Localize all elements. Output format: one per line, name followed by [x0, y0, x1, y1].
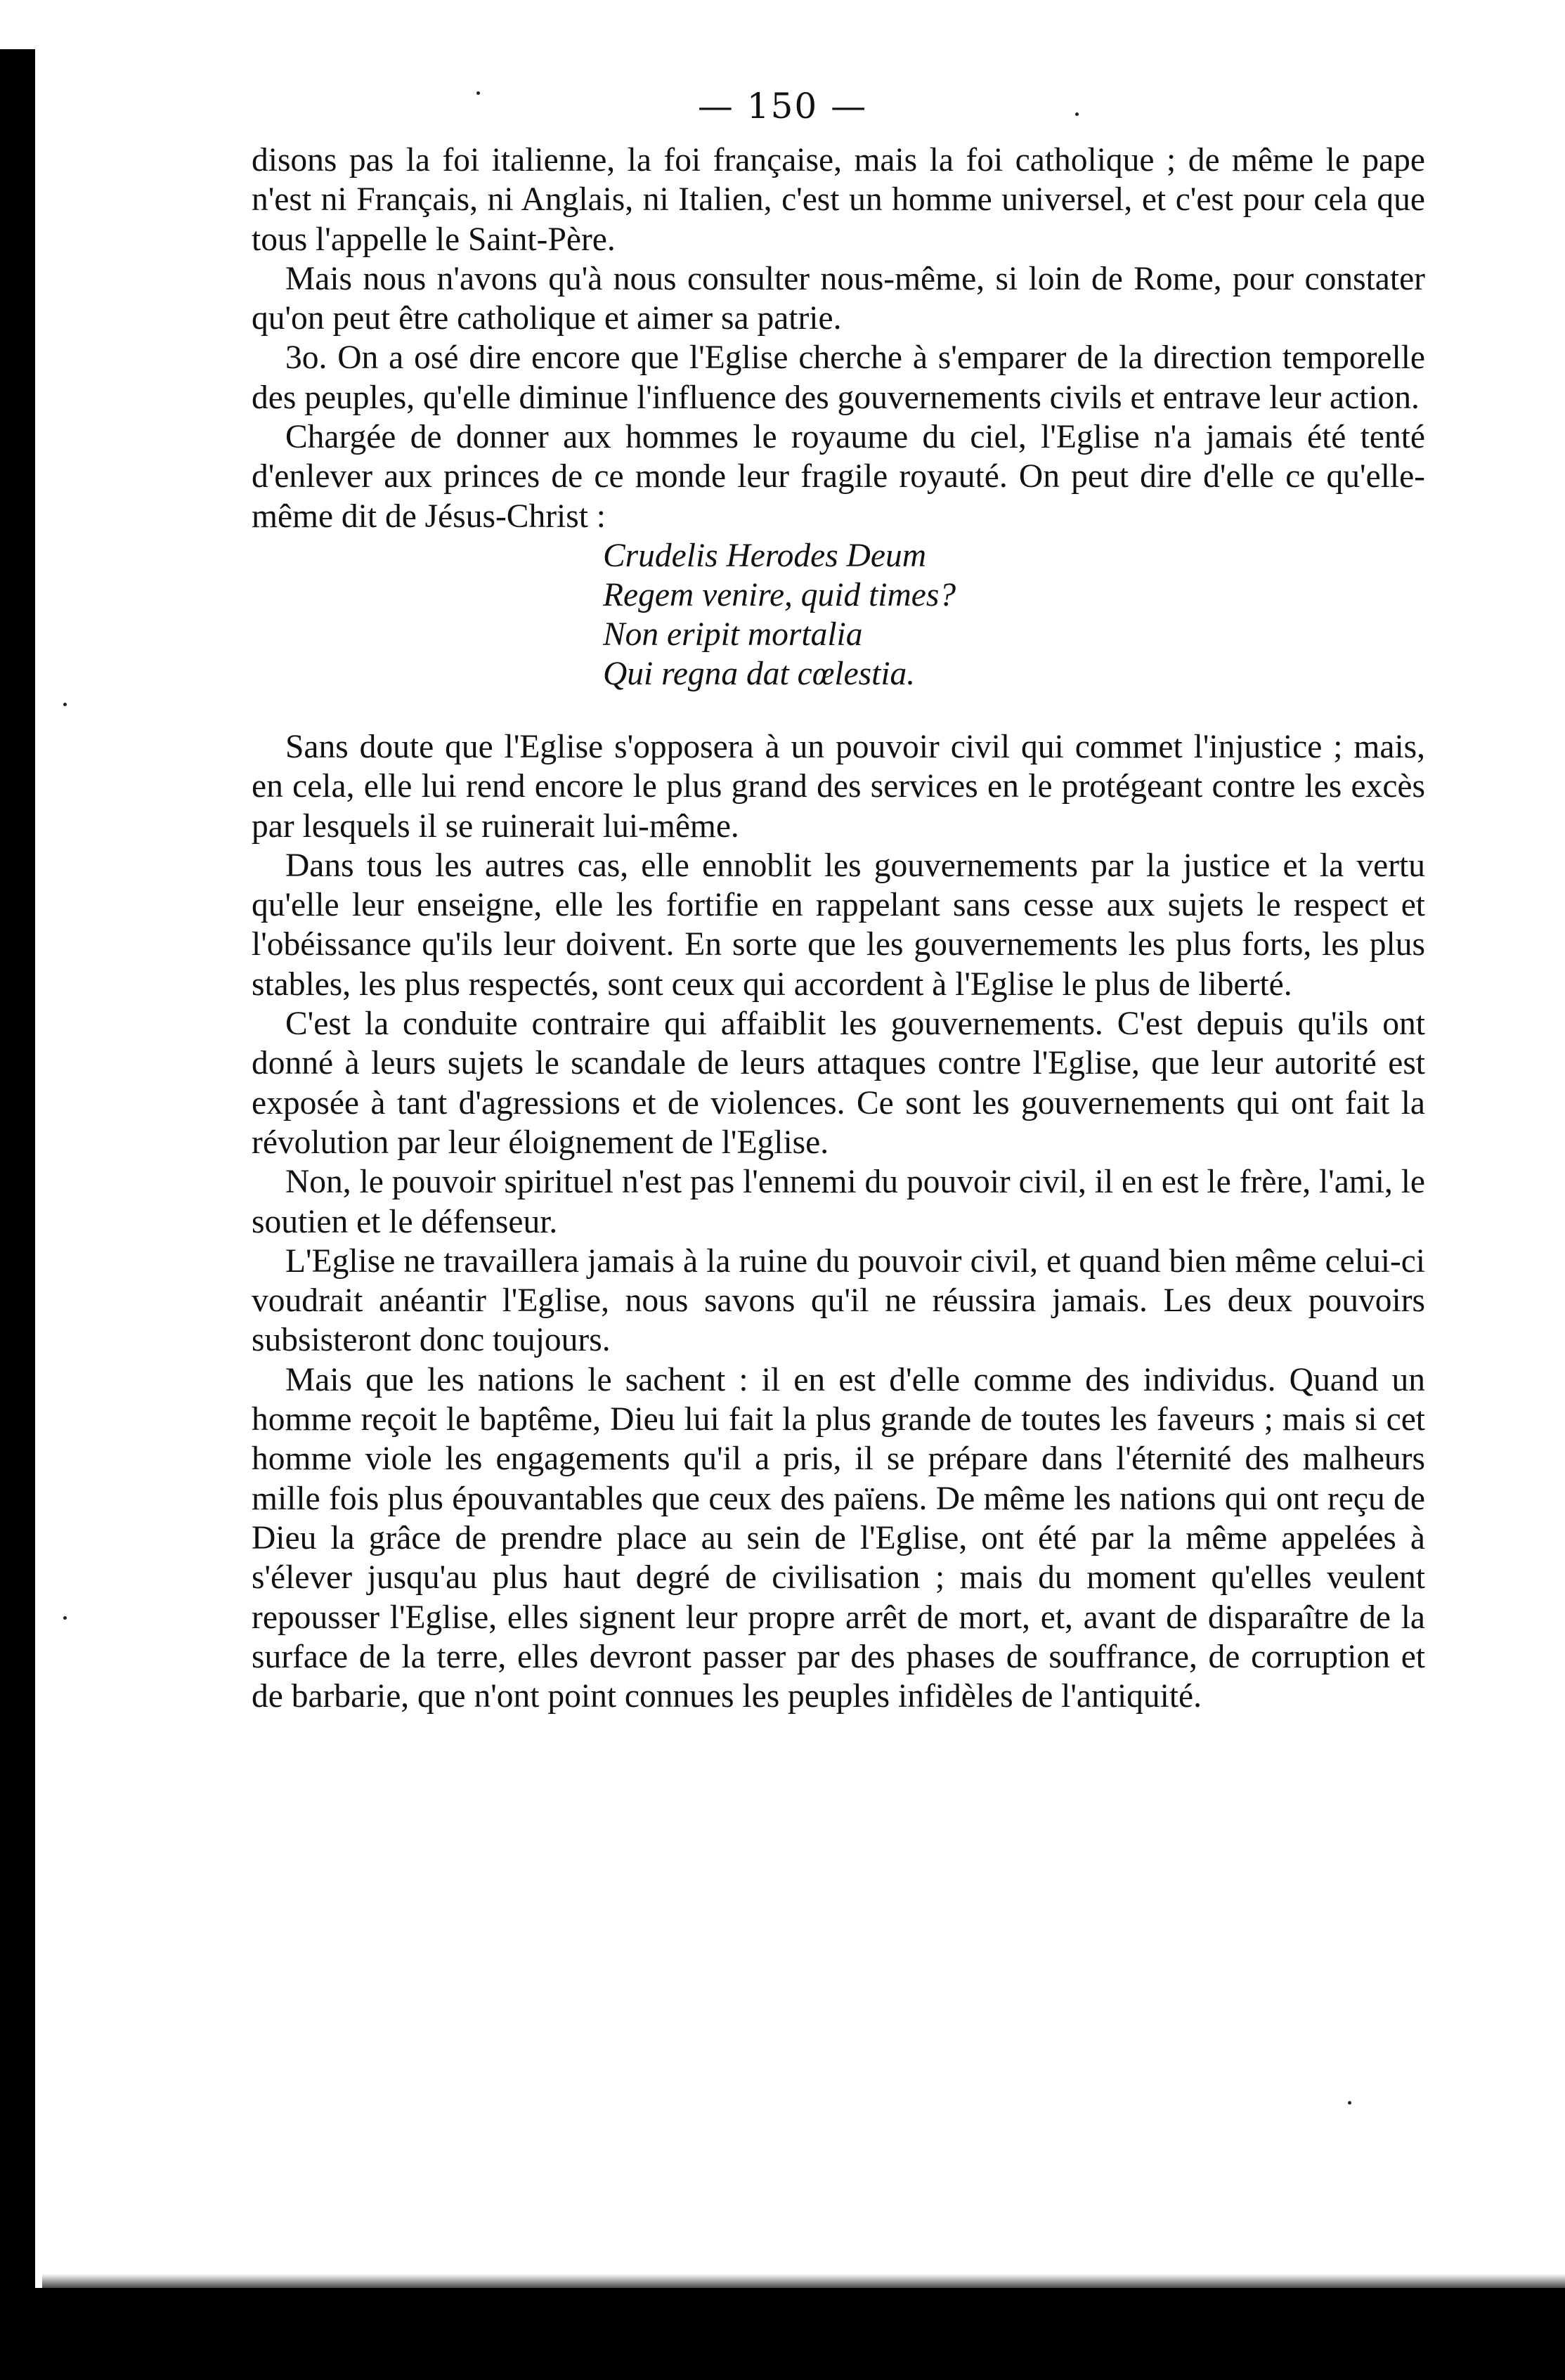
scan-speck [1348, 2101, 1351, 2105]
verse-line: Non eripit mortalia [603, 616, 863, 653]
scan-border-left [0, 49, 35, 2380]
scan-speck [476, 91, 480, 95]
paragraph: Dans tous les autres cas, elle ennoblit les gouvernements par la justice et la vertu qu'elle leur enseigne, elle les fortifie en rappelant sans cesse aux sujets le respect et l'obéissance qu'ils leur doivent. En sorte que les gouvernements les plus forts, les plus stables, les plus respectés, sont ceux qui accordent à l'Eglise le plus de liberté. [252, 847, 1425, 1003]
verse-line: Qui regna dat cœlestia. [603, 655, 916, 692]
paragraph: Mais nous n'avons qu'à nous consulter nous-même, si loin de Rome, pour constater qu'on peut être catholique et aimer sa patrie. [252, 260, 1425, 337]
scan-speck [1075, 112, 1079, 116]
page-body [252, 141, 1425, 1716]
verse-line: Regem venire, quid times? [603, 576, 956, 613]
paragraph: disons pas la foi italienne, la foi française, mais la foi catholique ; de même le pape n'est ni Français, ni Anglais, ni Italien, c'est un homme universel, et c'est pour cela que tous l'appelle le Saint-Père. [252, 142, 1425, 258]
paragraph: Mais que les nations le sachent : il en est d'elle comme des individus. Quand un homme reçoit le baptême, Dieu lui fait la plus grande de toutes les faveurs ; mais si cet homme viole les engagements qu'il a pris, il se prépare dans l'éternité des malheurs mille fois plus épouvantables que ceux des païens. De même les nations qui ont reçu de Dieu la grâce de prendre place au sein de l'Eglise, ont été par la même appelées à s'élever jusqu'au plus haut degré de civilisation ; mais du moment qu'elles veulent repousser l'Eglise, elles signent leur propre arrêt de mort, et, avant de disparaître de la surface de la terre, elles devront passer par des phases de souffrance, de corruption et de barbarie, que n'ont point connues les peuples infidèles de l'antiquité. [252, 1361, 1425, 1715]
paragraph: L'Eglise ne travaillera jamais à la ruine du pouvoir civil, et quand bien même celui-ci voudrait anéantir l'Eglise, nous savons qu'il ne réussira jamais. Les deux pouvoirs subsisteront donc toujours. [252, 1242, 1425, 1359]
paragraph: Chargée de donner aux hommes le royaume du ciel, l'Eglise n'a jamais été tenté d'enlever aux princes de ce monde leur fragile royauté. On peut dire d'elle ce qu'elle-même dit de Jésus-Christ : [252, 419, 1425, 535]
verse-line: Crudelis Herodes Deum [603, 537, 926, 574]
latin-verse [603, 536, 1425, 694]
paragraph: Sans doute que l'Eglise s'opposera à un pouvoir civil qui commet l'injustice ; mais, en cela, elle lui rend encore le plus grand des services en le protégeant contre les excès par lesquels il se ruinerait lui-même. [252, 728, 1425, 845]
scan-speck [63, 703, 67, 706]
page-number: — 150 — [697, 86, 868, 126]
scan-border-bottom [0, 2288, 1565, 2380]
scan-speck [63, 1616, 67, 1620]
paragraph: C'est la conduite contraire qui affaiblit les gouvernements. C'est depuis qu'ils ont donné à leurs sujets le scandale de leurs attaques contre l'Eglise, que leur autorité est exposée à tant d'agressions et de violences. Ce sont les gouvernements qui ont fait la révolution par leur éloignement de l'Eglise. [252, 1006, 1425, 1161]
paragraph: Non, le pouvoir spirituel n'est pas l'ennemi du pouvoir civil, il en est le frère, l'ami, le soutien et le défenseur. [252, 1164, 1425, 1240]
paragraph: 3o. On a osé dire encore que l'Eglise cherche à s'emparer de la direction temporelle des peuples, qu'elle diminue l'influence des gouvernements civils et entrave leur action. [252, 339, 1425, 416]
